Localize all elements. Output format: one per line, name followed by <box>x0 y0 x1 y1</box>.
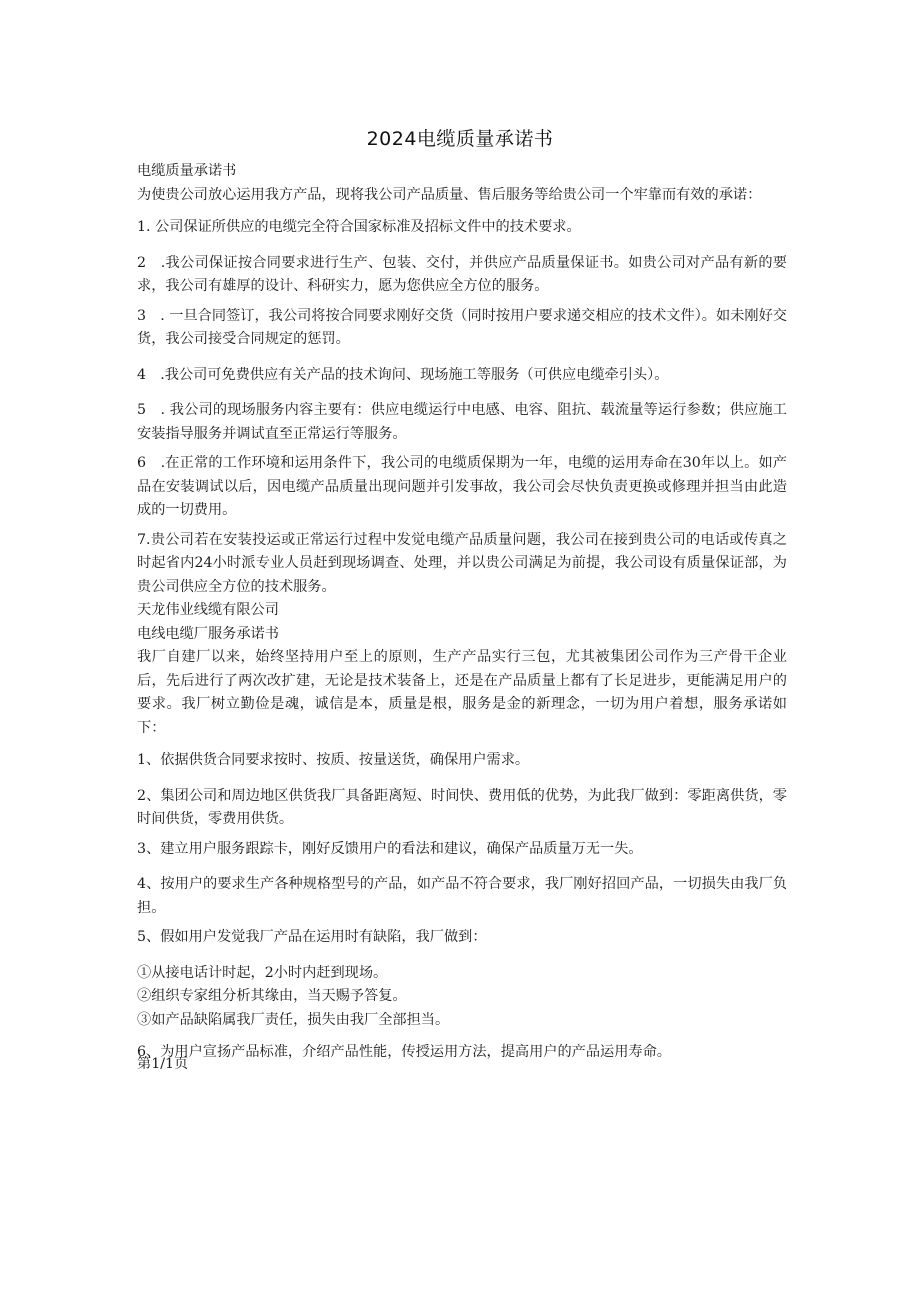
section2-item-6: 6、为用户宣扬产品标准，介绍产品性能，传授运用方法，提高用户的产品运用寿命。 <box>137 1044 671 1060</box>
document-body <box>137 160 787 1065</box>
section1-item-2: 2 .我公司保证按合同要求进行生产、包装、交付，并供应产品质量保证书。如贵公司对产品有新的要求，我公司有雄厚的设计、科研实力，愿为您供应全方位的服务。 <box>137 254 787 294</box>
section1-item-3: 3 . 一旦合同签订，我公司将按合同要求刚好交货（同时按用户要求递交相应的技术文件）。如未刚好交货，我公司接受合同规定的惩罚。 <box>137 307 787 347</box>
section1-item-1: 1. 公司保证所供应的电缆完全符合国家标准及招标文件中的技术要求。 <box>137 219 581 235</box>
section2-subitem-1: ①从接电话计时起，2小时内赶到现场。 <box>137 964 388 981</box>
section2-subitem-3: ③如产品缺陷属我厂责任，损失由我厂全部担当。 <box>137 1011 450 1028</box>
section1-heading: 电缆质量承诺书 <box>137 163 237 179</box>
page-number: 第1/1页 <box>137 1056 189 1072</box>
section2-item-4: 4、按用户的要求生产各种规格型号的产品，如产品不符合要求，我厂刚好招回产品，一切损失由我厂负担。 <box>137 876 787 916</box>
company-name: 天龙伟业线缆有限公司 <box>137 602 279 618</box>
section2-heading: 电线电缆厂服务承诺书 <box>137 625 279 642</box>
section2-intro: 我厂自建厂以来，始终坚持用户至上的原则，生产产品实行三包，尤其被集团公司作为三产骨干企业后，先后进行了两次改扩建，无论是技术装备上，还是在产品质量上都有了长足进步，更能满足用户的要求。我厂树立勤俭是魂，诚信是本，质量是根，服务是金的新理念，一切为用户着想，服务承诺如下： <box>137 649 787 736</box>
section2-item-3: 3、建立用户服务跟踪卡，刚好反馈用户的看法和建议，确保产品质量万无一失。 <box>137 840 643 857</box>
document-title: 2024电缆质量承诺书 <box>366 128 554 150</box>
section1-item-6: 6 .在正常的工作环境和运用条件下，我公司的电缆质保期为一年，电缆的运用寿命在30年以上。如产品在安装调试以后，因电缆产品质量出现问题并引发事故，我公司会尽快负责更换或修理并担当由此造成的一切费用。 <box>137 455 787 518</box>
section2-subitem-2: ②组织专家组分析其缘由，当天赐予答复。 <box>137 988 407 1004</box>
section1-item-4: 4 .我公司可免费供应有关产品的技术询问、现场施工等服务（可供应电缆牵引头）。 <box>137 366 669 383</box>
section1-item-5: 5 . 我公司的现场服务内容主要有：供应电缆运行中电感、电容、阻抗、载流量等运行参数；供应施工安装指导服务并调试直至正常运行等服务。 <box>137 402 787 442</box>
section2-item-2: 2、集团公司和周边地区供货我厂具备距离短、时间快、费用低的优势，为此我厂做到：零距离供货，零时间供货，零费用供货。 <box>137 787 787 827</box>
section1-item-7: 7.贵公司若在安装投运或正常运行过程中发觉电缆产品质量问题，我公司在接到贵公司的电话或传真之时起省内24小时派专业人员赶到现场调查、处理，并以贵公司满足为前提，我公司设有质量保证部，为贵公司供应全方位的技术服务。 <box>137 531 787 595</box>
section2-item-5: 5、假如用户发觉我厂产品在运用时有缺陷，我厂做到： <box>137 929 487 945</box>
section2-item-1: 1、依据供货合同要求按时、按质、按量送货，确保用户需求。 <box>137 752 530 768</box>
section1-intro: 为使贵公司放心运用我方产品，现将我公司产品质量、售后服务等给贵公司一个牢靠而有效的承诺： <box>137 186 762 203</box>
